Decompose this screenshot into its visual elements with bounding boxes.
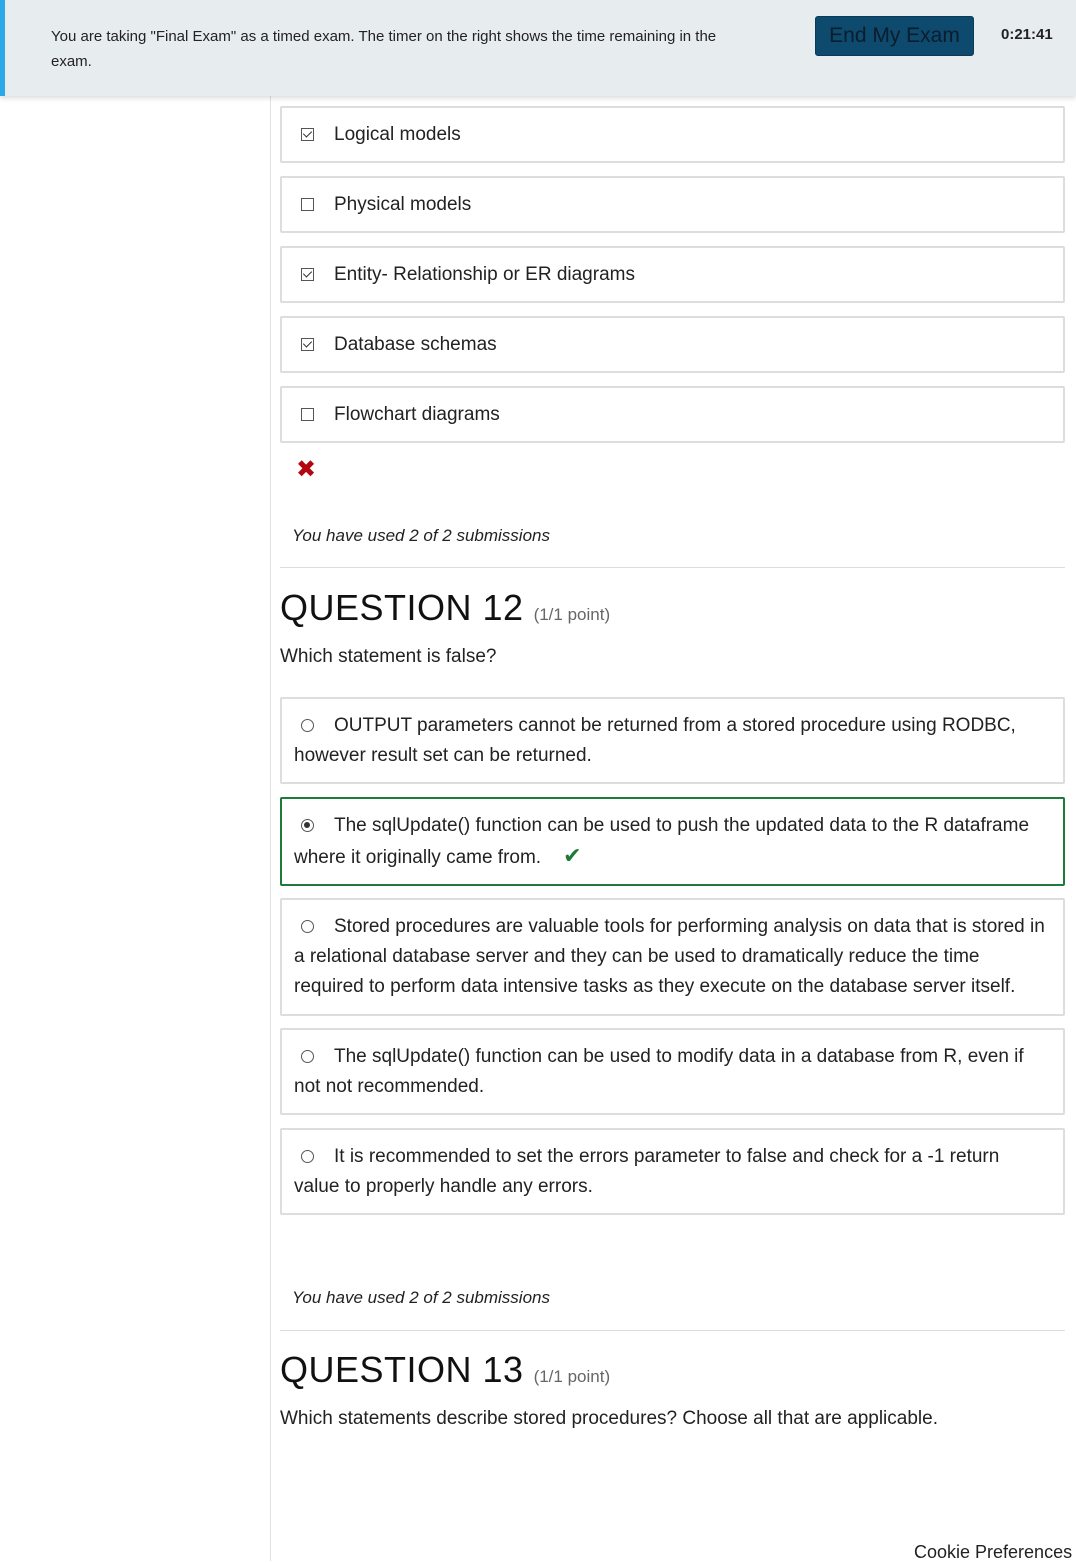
q11-choice-3[interactable] [280, 246, 1065, 303]
q12-choice-3[interactable] [280, 898, 1065, 1016]
q11-choice-5[interactable] [280, 386, 1065, 443]
checkbox-checked-icon[interactable] [301, 128, 314, 141]
q13-prompt: Which statements describe stored procedures? Choose all that are applicable. [280, 1408, 938, 1429]
q12-title-text: QUESTION 12 [280, 587, 524, 628]
end-exam-button[interactable]: End My Exam [815, 16, 974, 56]
q12-prompt: Which statement is false? [280, 646, 497, 667]
choice-label: The sqlUpdate() function can be used to push the updated data to the R dataframe where it originally came from. [294, 815, 1030, 868]
correct-check-icon: ✔ [563, 843, 582, 868]
choice-label: Logical models [334, 124, 461, 145]
q13-points: (1/1 point) [533, 1367, 611, 1386]
choice-label: It is recommended to set the errors parameter to false and check for a -1 return value to properly handle any errors. [294, 1146, 1000, 1197]
choice-label: Stored procedures are valuable tools for performing analysis on data that is stored in a relational database server and they can be used to dramatically reduce the time required to perform data intensive tasks as they execute on the database server itself. [294, 916, 1045, 997]
checkbox-unchecked-icon[interactable] [301, 198, 314, 211]
q12-choice-4[interactable] [280, 1028, 1065, 1115]
choice-label: Physical models [334, 194, 472, 215]
choice-label: The sqlUpdate() function can be used to modify data in a database from R, even if not not recommended. [294, 1046, 1024, 1097]
checkbox-checked-icon[interactable] [301, 268, 314, 281]
radio-unselected-icon[interactable] [301, 1050, 314, 1063]
section-divider [280, 1330, 1065, 1331]
exam-timer: 0:21:41 [1001, 26, 1053, 43]
q13-title [280, 1349, 610, 1391]
q12-choice-1[interactable] [280, 697, 1065, 784]
q12-title [280, 587, 610, 629]
sidebar-divider [270, 96, 271, 1561]
radio-unselected-icon[interactable] [301, 1150, 314, 1163]
radio-unselected-icon[interactable] [301, 719, 314, 732]
q11-submissions-text: You have used 2 of 2 submissions [292, 526, 550, 545]
q12-choice-2[interactable] [280, 797, 1065, 886]
choice-label: Entity- Relationship or ER diagrams [334, 264, 635, 285]
radio-selected-icon[interactable] [301, 819, 314, 832]
choice-label: Flowchart diagrams [334, 404, 500, 425]
q11-choice-2[interactable] [280, 176, 1065, 233]
checkbox-unchecked-icon[interactable] [301, 408, 314, 421]
timed-exam-banner [0, 0, 1076, 96]
q12-choice-5[interactable] [280, 1128, 1065, 1215]
q13-title-text: QUESTION 13 [280, 1349, 524, 1390]
cookie-preferences-link[interactable]: Cookie Preferences [914, 1542, 1073, 1562]
incorrect-icon: ✖ [296, 456, 317, 483]
q11-choice-4[interactable] [280, 316, 1065, 373]
choice-label: OUTPUT parameters cannot be returned from a stored procedure using RODBC, however result set can be returned. [294, 715, 1016, 766]
timed-exam-message: You are taking "Final Exam" as a timed exam. The timer on the right shows the time remaining in the exam. [51, 28, 717, 70]
checkbox-checked-icon[interactable] [301, 338, 314, 351]
q11-choice-1[interactable] [280, 106, 1065, 163]
choice-label: Database schemas [334, 334, 497, 355]
q12-points: (1/1 point) [533, 605, 611, 624]
radio-unselected-icon[interactable] [301, 920, 314, 933]
section-divider [280, 567, 1065, 568]
q12-submissions-text: You have used 2 of 2 submissions [292, 1288, 550, 1307]
